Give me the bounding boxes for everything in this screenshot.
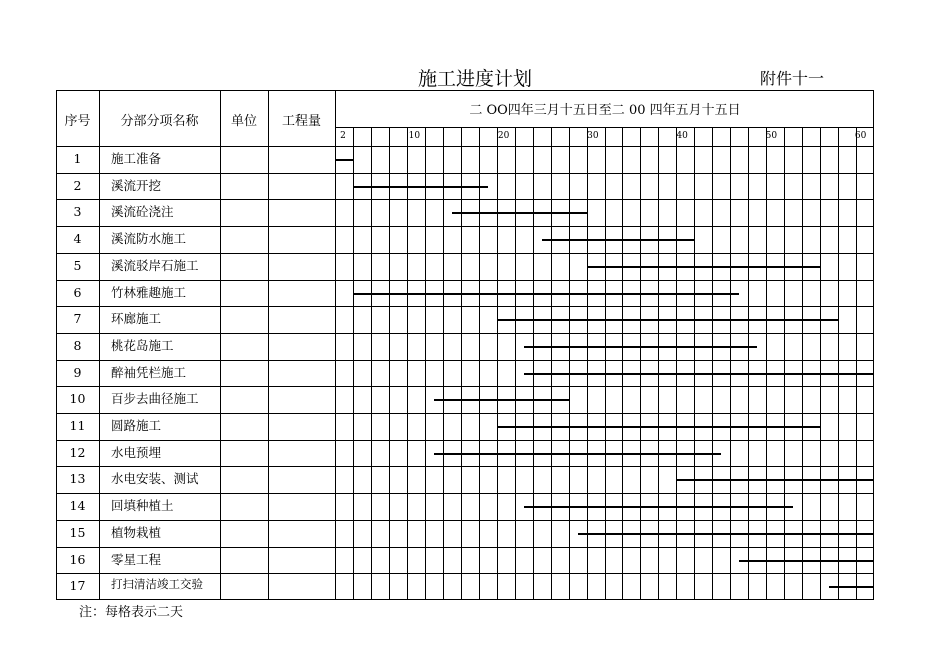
row-divider (56, 253, 874, 254)
timeline-tick-label: 10 (408, 131, 421, 141)
item-name: 溪流驳岸石施工 (111, 257, 199, 273)
timeline-gridline (353, 127, 354, 600)
schedule-bar (542, 239, 695, 241)
table-note: 注：每格表示二天 (79, 605, 184, 620)
row-divider (56, 306, 874, 307)
row-divider (56, 547, 874, 548)
row-divider (56, 466, 874, 467)
timeline-tick-label: 30 (587, 131, 599, 141)
item-name: 施工准备 (111, 151, 162, 166)
row-number: 3 (73, 204, 82, 220)
schedule-bar (353, 293, 739, 295)
item-name: 水电预埋 (111, 444, 162, 460)
row-number: 10 (69, 391, 86, 407)
row-divider (56, 440, 874, 441)
item-name: 植物栽植 (111, 524, 162, 540)
schedule-bar (524, 506, 794, 508)
header-divider (56, 146, 874, 147)
header-seq: 序号 (64, 114, 91, 129)
row-number: 2 (73, 177, 82, 193)
timeline-gridline (784, 127, 785, 600)
timeline-gridline (766, 127, 767, 600)
timeline-tick-label: 60 (854, 131, 867, 141)
schedule-bar (353, 186, 488, 188)
timeline-gridline (640, 127, 641, 600)
column-divider (220, 90, 221, 600)
schedule-bar (524, 346, 758, 348)
timeline-gridline (551, 127, 552, 600)
row-number: 5 (73, 257, 82, 273)
item-name: 水电安装、测试 (111, 471, 199, 487)
item-name: 环廊施工 (111, 311, 162, 327)
timeline-gridline (856, 127, 857, 600)
row-divider (56, 520, 874, 521)
timeline-gridline (730, 127, 731, 600)
item-name: 回填种植土 (111, 498, 174, 514)
item-name: 溪流开挖 (111, 177, 162, 193)
column-divider (268, 90, 269, 600)
schedule-bar (524, 373, 873, 375)
schedule-bar (452, 212, 587, 214)
column-divider (99, 90, 100, 600)
column-divider (335, 90, 336, 600)
timeline-gridline (497, 127, 498, 600)
row-divider (56, 280, 874, 281)
timeline-gridline (820, 127, 821, 600)
item-name: 醉袖凭栏施工 (111, 364, 187, 380)
row-number: 7 (73, 311, 82, 327)
header-item-name: 分部分项名称 (120, 114, 199, 129)
row-number: 8 (73, 337, 82, 353)
row-number: 11 (69, 418, 86, 433)
schedule-bar (497, 426, 820, 428)
row-number: 9 (73, 364, 82, 380)
timeline-tick-label: 50 (765, 131, 778, 141)
item-name: 竹林雅趣施工 (111, 284, 187, 300)
row-number: 13 (69, 471, 86, 487)
page-title: 施工进度计划 (417, 68, 532, 90)
schedule-bar (497, 319, 838, 321)
timeline-gridline (389, 127, 390, 600)
row-number: 1 (73, 151, 82, 166)
row-divider (56, 173, 874, 174)
item-name: 百步去曲径施工 (111, 391, 199, 407)
timeline-tick-label: 40 (676, 131, 688, 141)
timeline-tick-label: 2 (340, 131, 346, 141)
timeline-gridline (407, 127, 408, 600)
row-divider (56, 413, 874, 414)
timeline-gridline (443, 127, 444, 600)
row-divider (56, 199, 874, 200)
timeline-gridline (694, 127, 695, 600)
schedule-bar (587, 266, 821, 268)
date-range-header: 二 OO四年三月十五日至二 00 四年五月十五日 (469, 103, 741, 118)
row-number: 6 (73, 284, 82, 300)
row-number: 16 (69, 551, 86, 567)
schedule-bar (676, 479, 873, 481)
header-unit: 单位 (230, 114, 257, 129)
header-quantity: 工程量 (281, 114, 321, 129)
row-divider (56, 493, 874, 494)
schedule-bar (434, 453, 721, 455)
schedule-bar (739, 560, 873, 562)
timeline-gridline (748, 127, 749, 600)
timeline-gridline (533, 127, 534, 600)
timeline-gridline (425, 127, 426, 600)
item-name: 桃花岛施工 (111, 337, 174, 353)
row-divider (56, 226, 874, 227)
row-number: 4 (73, 231, 82, 247)
timeline-gridline (838, 127, 839, 600)
timeline-gridline (658, 127, 659, 600)
row-number: 14 (69, 498, 86, 514)
timeline-gridline (712, 127, 713, 600)
item-name: 零星工程 (111, 551, 162, 567)
row-divider (56, 360, 874, 361)
schedule-bar (578, 533, 873, 535)
timeline-gridline (676, 127, 677, 600)
item-name: 溪流防水施工 (111, 231, 187, 247)
row-number: 17 (69, 578, 86, 594)
timeline-gridline (802, 127, 803, 600)
item-name: 打扫清洁竣工交验 (111, 577, 203, 592)
attachment-label: 附件十一 (760, 69, 825, 88)
schedule-bar (335, 159, 353, 161)
timeline-gridline (622, 127, 623, 600)
schedule-bar (434, 399, 569, 401)
timeline-gridline (605, 127, 606, 600)
row-divider (56, 333, 874, 334)
schedule-bar (829, 586, 873, 588)
item-name: 溪流砼浇注 (111, 204, 174, 220)
row-number: 15 (69, 524, 86, 540)
row-number: 12 (69, 444, 86, 460)
timeline-gridline (569, 127, 570, 600)
item-name: 圆路施工 (111, 418, 162, 433)
timeline-tick-label: 20 (497, 131, 510, 141)
timeline-gridline (371, 127, 372, 600)
timeline-gridline (461, 127, 462, 600)
timeline-gridline (515, 127, 516, 600)
row-divider (56, 386, 874, 387)
timeline-gridline (479, 127, 480, 600)
timeline-gridline (587, 127, 588, 600)
row-divider (56, 573, 874, 574)
